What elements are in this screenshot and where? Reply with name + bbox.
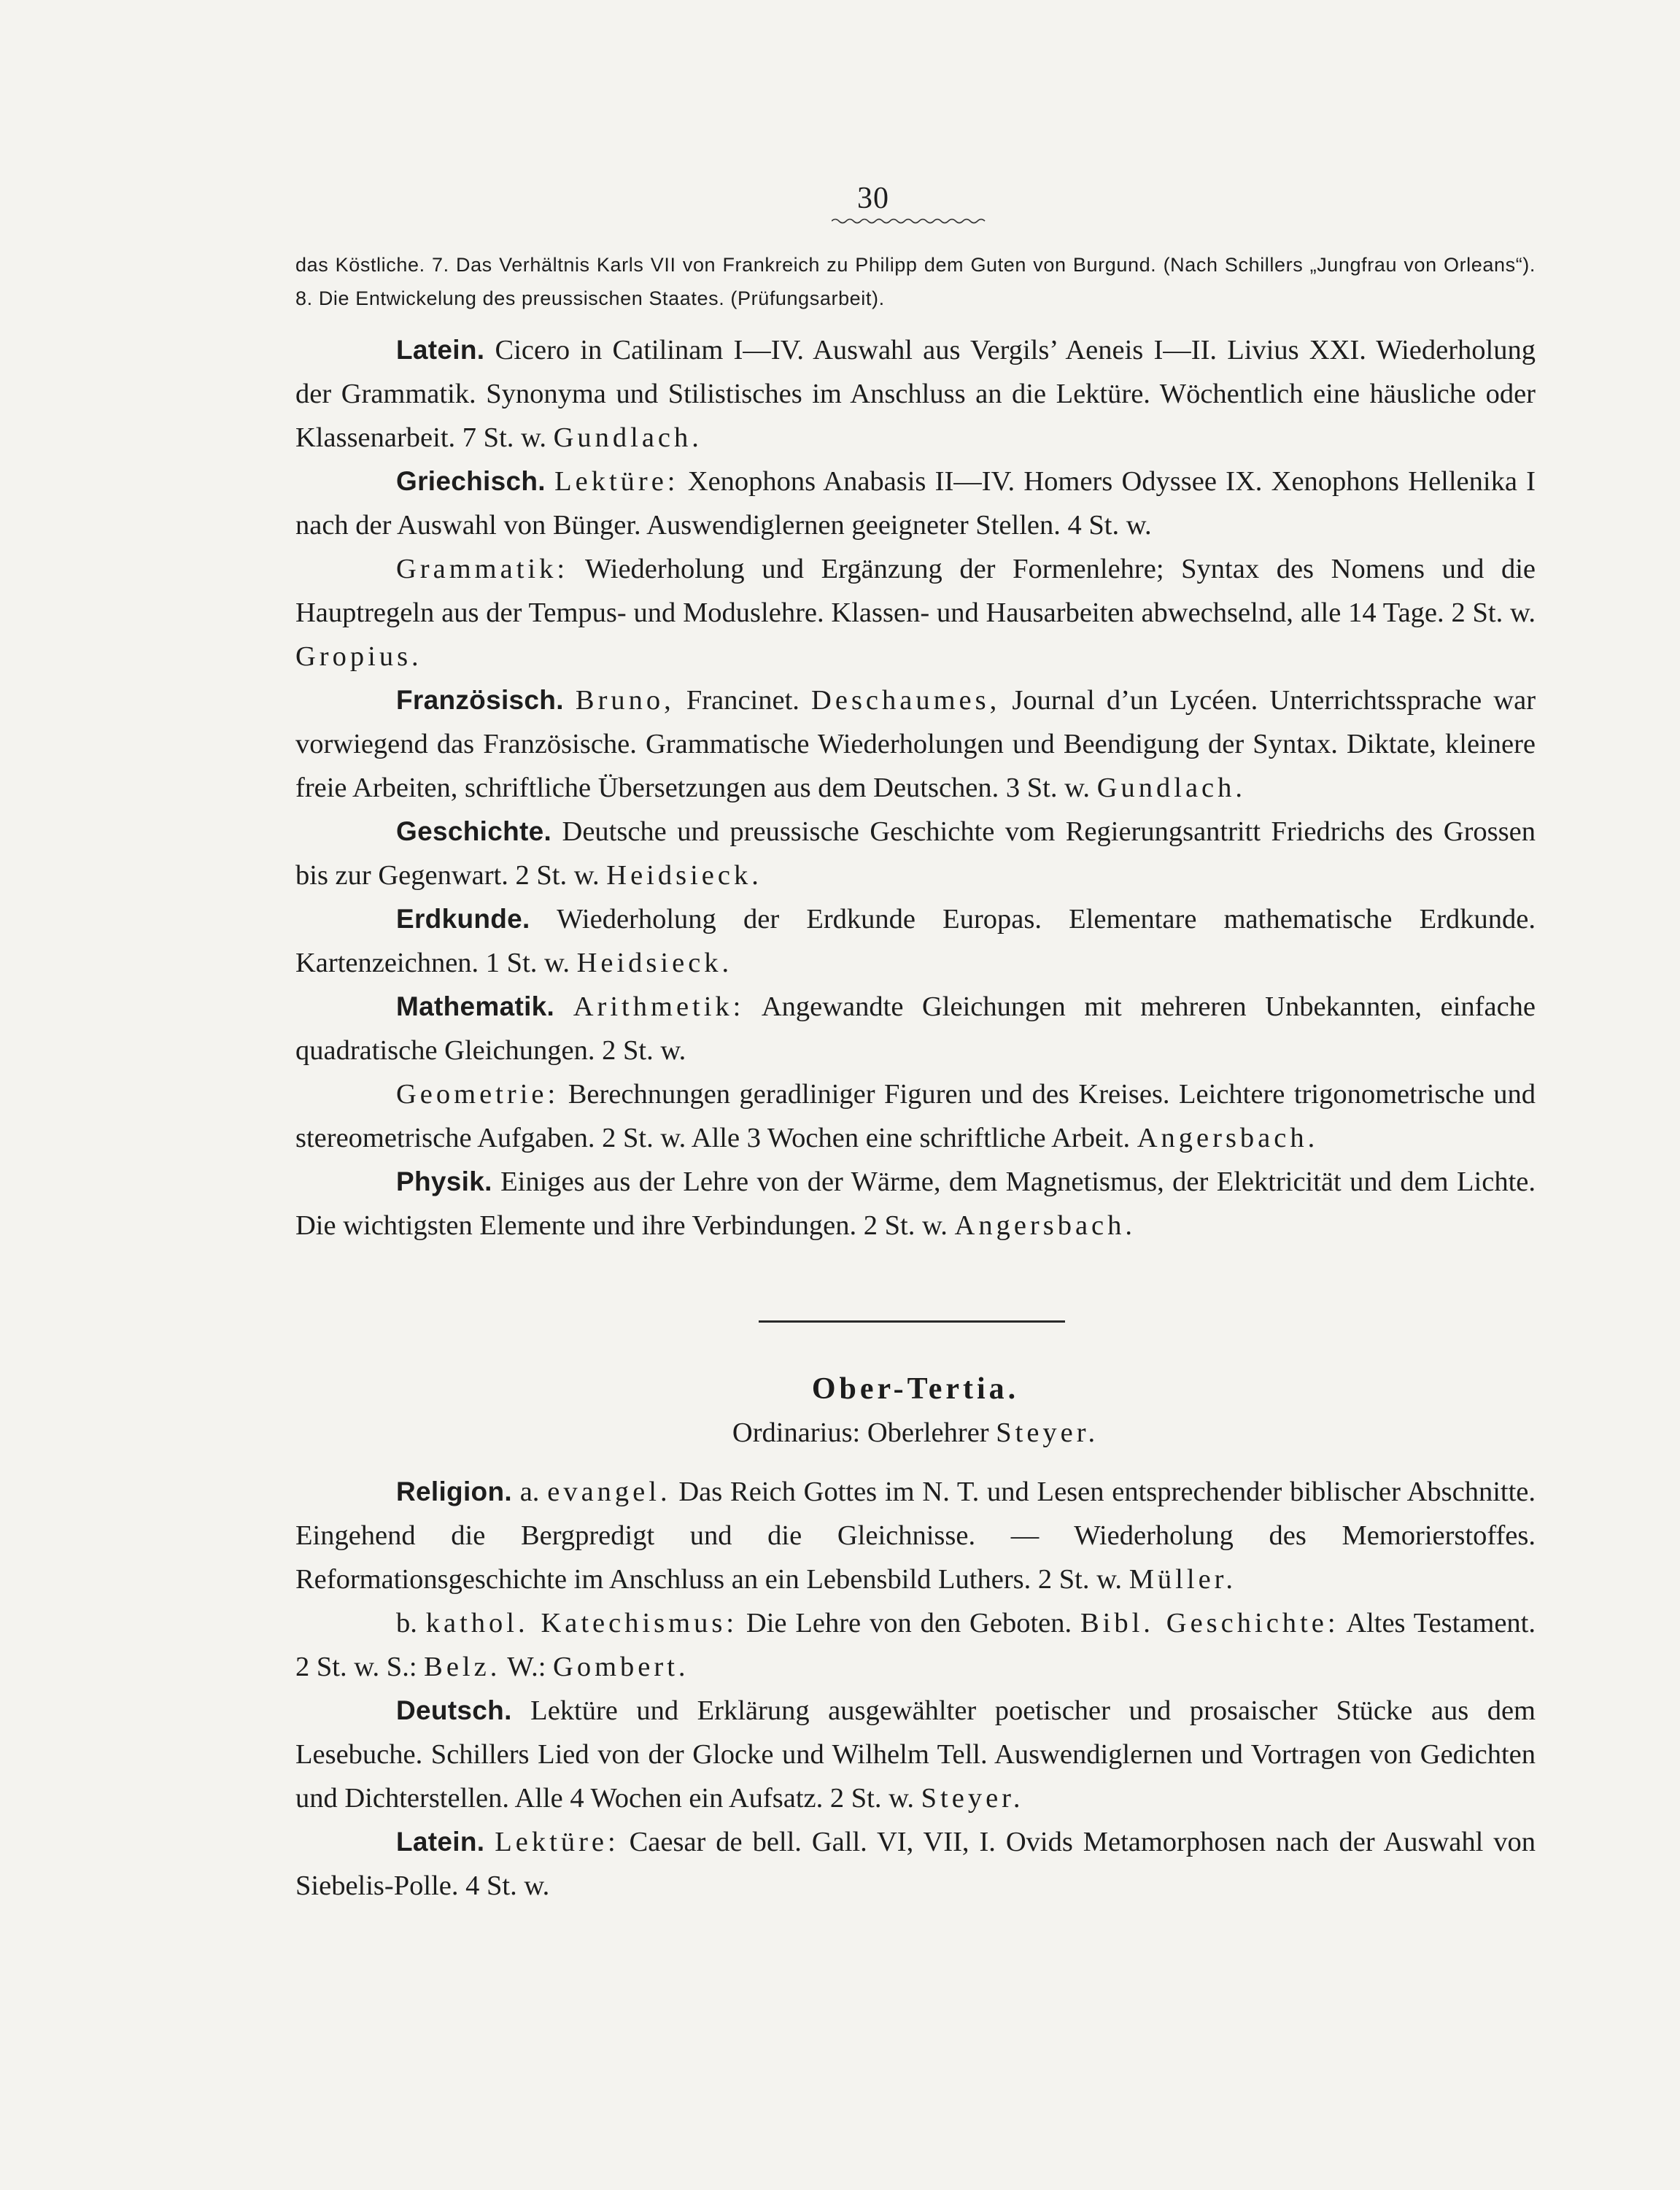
latein-ot-label: Lektüre: [495, 1827, 619, 1857]
religion-a-teacher: Müller. [1129, 1564, 1236, 1595]
intro-text: das Köstliche. 7. Das Verhältnis Karls VII von Frankreich zu Philipp dem Guten von Burgund. (Nach Schillers „Jungfrau von Orleans“). 8. Die Entwickelung des preussischen Staates. (Prüfungsarbeit). [295, 254, 1536, 309]
religion-a-label: a. [511, 1477, 548, 1507]
geometrie-label: Geometrie: [396, 1079, 560, 1110]
geschichte-text: Deutsche und preussische Geschichte vom Regierungsantritt Friedrichs des Grossen bis zur Gegenwart. 2 St. w. [295, 816, 1536, 891]
grammatik-label: Grammatik: [396, 554, 569, 584]
religion-b-teacher-2: Gombert. [553, 1652, 689, 1682]
lower-text-block [295, 1470, 1536, 1908]
mathematik-paragraph [295, 985, 1536, 1072]
griechisch-heading: Griechisch. [396, 466, 546, 496]
religion-heading: Religion. [396, 1477, 512, 1506]
decorative-wavy-rule [832, 217, 988, 225]
grammatik-paragraph [295, 547, 1536, 678]
latein-heading: Latein. [396, 335, 485, 365]
franzoesisch-teacher: Gundlach. [1096, 773, 1246, 803]
geschichte-teacher: Heidsieck. [606, 860, 762, 891]
religion-b-bibl: Bibl. Geschichte: [1080, 1608, 1339, 1638]
latein-teacher: Gundlach. [553, 422, 702, 453]
griechisch-text: Xenophons Anabasis II—IV. Homers Odyssee IX. Xenophons Hellenika I nach der Auswahl von Bünger. Auswendiglernen geeigneter Stellen. 4 St. w. [295, 466, 1536, 541]
religion-b-text-3: W.: [500, 1652, 554, 1682]
erdkunde-paragraph [295, 897, 1536, 985]
deutsch-teacher: Steyer. [921, 1783, 1024, 1814]
physik-teacher: Angersbach. [954, 1210, 1137, 1241]
ordinarius-label: Ordinarius: Oberlehrer [732, 1417, 996, 1448]
geometrie-text: Berechnungen geradliniger Figuren und des Kreises. Leichtere trigonometrische und stereometrische Aufgaben. 2 St. w. Alle 3 Wochen eine schriftliche Arbeit. [295, 1079, 1536, 1153]
physik-heading: Physik. [396, 1166, 492, 1196]
grammatik-text: Wiederholung und Ergänzung der Formenlehre; Syntax des Nomens und die Hauptregeln aus der Tempus- und Moduslehre. Klassen- und Hausarbeiten abwechselnd, alle 14 Tage. 2 St. w. [295, 554, 1536, 628]
section-title: Ober-Tertia. [811, 1372, 1020, 1406]
franzoesisch-author-2: Deschaumes, [811, 685, 1001, 716]
latein-ot-text: Caesar de bell. Gall. VI, VII, I. Ovids Metamorphosen nach der Auswahl von Siebelis-Polle. 4 St. w. [295, 1827, 1536, 1901]
erdkunde-teacher: Heidsieck. [576, 948, 733, 978]
physik-text: Einiges aus der Lehre von der Wärme, dem Magnetismus, der Elektricität und dem Lichte. Die wichtigsten Elemente und ihre Verbindungen. 2 St. w. [295, 1166, 1536, 1241]
religion-b-text-1: Die Lehre von den Geboten. [738, 1608, 1080, 1638]
griechisch-label: Lektüre: [554, 466, 679, 497]
geometrie-paragraph [295, 1072, 1536, 1160]
upper-text-block [295, 248, 1536, 1247]
ordinarius-line [295, 1417, 1536, 1449]
physik-paragraph [295, 1160, 1536, 1247]
ordinarius-name: Steyer. [996, 1417, 1099, 1448]
religion-b-confession: kathol. [425, 1608, 529, 1638]
religion-b-katechismus: Katechismus: [528, 1608, 738, 1638]
franzoesisch-author-1: Bruno, [575, 685, 675, 716]
mathematik-text: Angewandte Gleichungen mit mehreren Unbekannten, einfache quadratische Gleichungen. 2 St. w. [295, 991, 1536, 1066]
religion-a-text: Das Reich Gottes im N. T. und Lesen entsprechender biblischer Abschnitte. Eingehend die Bergpredigt und die Gleichnisse. — Wiederholung des Memorierstoffes. Reformationsgeschichte im Anschluss an ein Lebensbild Luthers. 2 St. w. [295, 1477, 1536, 1595]
geschichte-paragraph [295, 810, 1536, 897]
franzoesisch-heading: Französisch. [396, 685, 564, 715]
franzoesisch-paragraph [295, 678, 1536, 810]
religion-b-paragraph [295, 1601, 1536, 1689]
deutsch-paragraph [295, 1689, 1536, 1820]
religion-b-label: b. [396, 1608, 426, 1638]
mathematik-heading: Mathematik. [396, 991, 555, 1021]
arithmetik-label: Arithmetik: [573, 991, 745, 1022]
latein-paragraph [295, 328, 1536, 460]
geometrie-teacher: Angersbach. [1137, 1123, 1319, 1153]
griechisch-paragraph [295, 460, 1536, 547]
franzoesisch-text-2: Journal d’un Lycéen. Unterrichtssprache war vorwiegend das Französische. Grammatische Wiederholungen und Beendigung der Syntax. Diktate, kleinere freie Arbeiten, schriftliche Übersetzungen aus dem Deutschen. 3 St. w. [295, 685, 1536, 803]
religion-a-confession: evangel. [547, 1477, 671, 1507]
latein-ot-paragraph [295, 1820, 1536, 1908]
deutsch-heading: Deutsch. [396, 1695, 512, 1725]
geschichte-heading: Geschichte. [396, 816, 552, 846]
grammatik-teacher: Gropius. [295, 641, 422, 672]
erdkunde-heading: Erdkunde. [396, 904, 530, 934]
section-divider [759, 1320, 1065, 1323]
religion-paragraph [295, 1470, 1536, 1601]
religion-b-text-2: Altes Testament. 2 St. w. S.: [295, 1608, 1536, 1682]
religion-b-teacher-1: Belz. [424, 1652, 501, 1682]
latein-text: Cicero in Catilinam I—IV. Auswahl aus Vergils’ Aeneis I—II. Livius XXI. Wiederholung der Grammatik. Synonyma und Stilistisches im Anschluss an die Lektüre. Wöchentlich eine häusliche oder Klassenarbeit. 7 St. w. [295, 335, 1536, 453]
latein-ot-heading: Latein. [396, 1827, 485, 1857]
page-number: 30 [857, 182, 889, 215]
erdkunde-text: Wiederholung der Erdkunde Europas. Elementare mathematische Erdkunde. Kartenzeichnen. 1 St. w. [295, 904, 1536, 978]
franzoesisch-text-1: Francinet. [674, 685, 812, 716]
deutsch-text: Lektüre und Erklärung ausgewählter poetischer und prosaischer Stücke aus dem Lesebuche. Schillers Lied von der Glocke und Wilhelm Tell. Auswendiglernen und Vortragen von Gedichten und Dichterstellen. Alle 4 Wochen ein Aufsatz. 2 St. w. [295, 1695, 1536, 1814]
